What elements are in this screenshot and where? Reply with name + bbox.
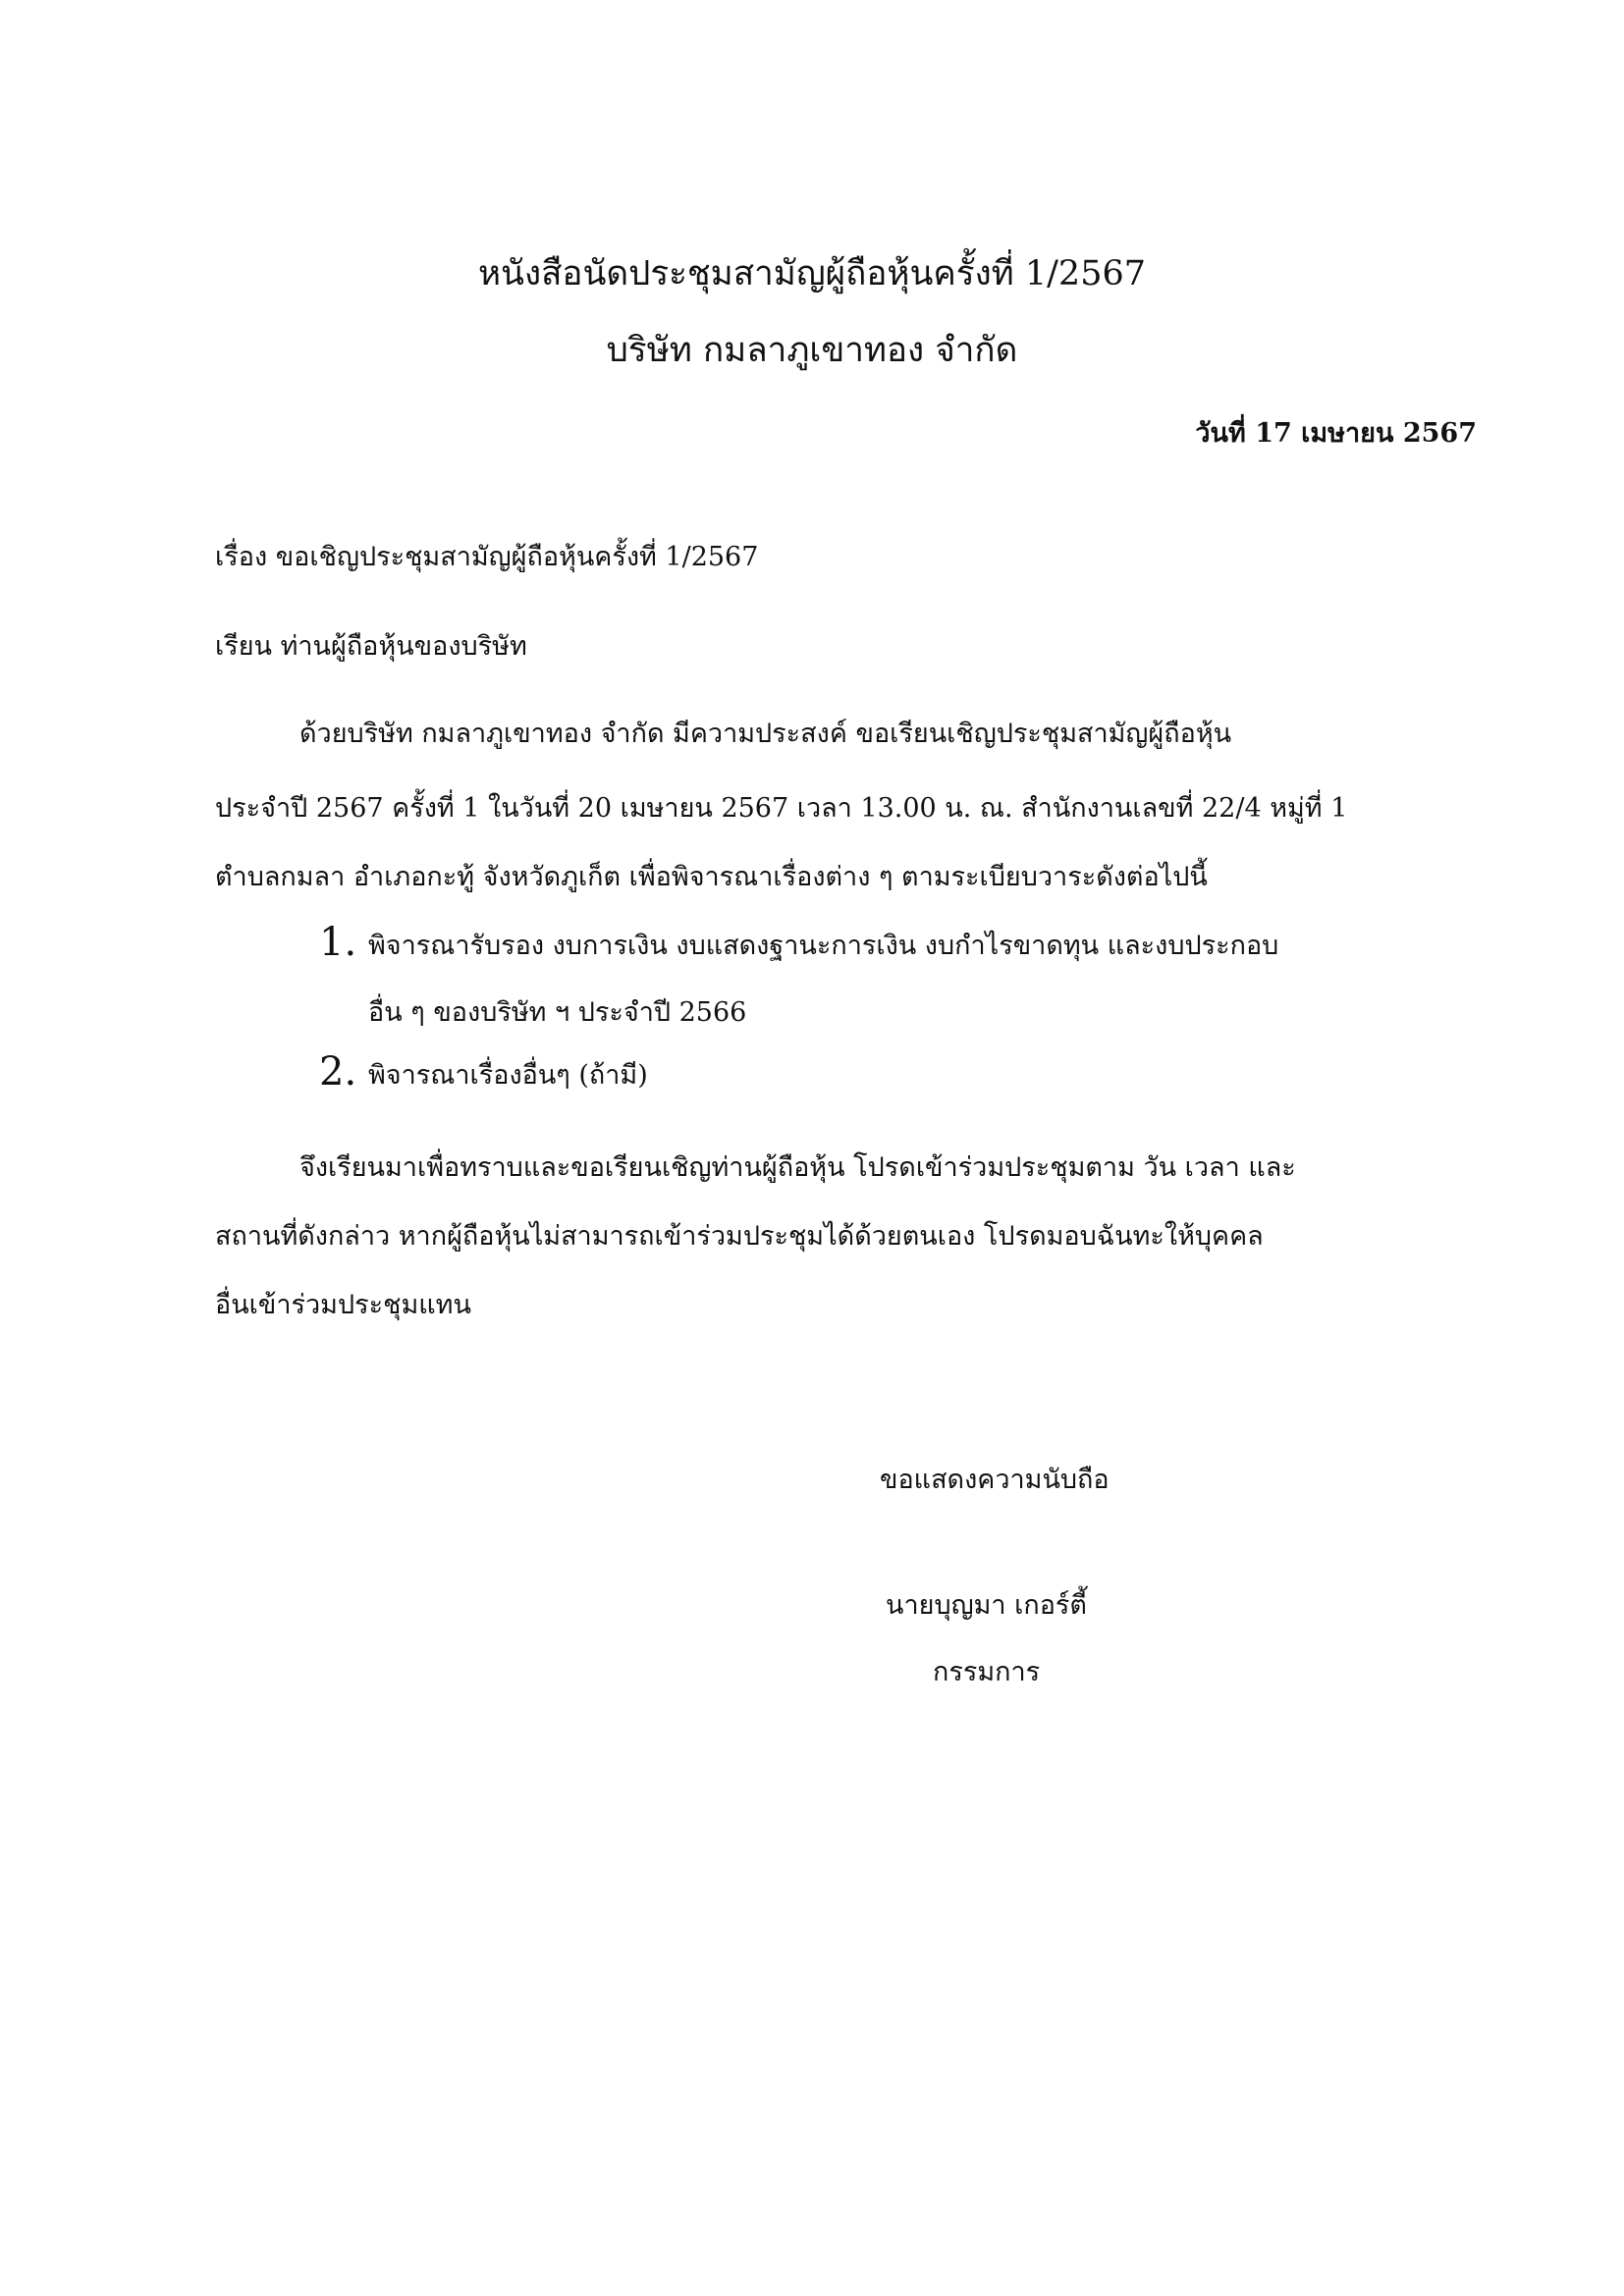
agenda-item-1-number: 1. [319, 920, 357, 965]
agenda-item-1-line1: พิจารณารับรอง งบการเงิน งบแสดงฐานะการเงิน งบกำไรขาดทุน และงบประกอบ [368, 931, 1279, 961]
agenda-item-2-number: 2. [319, 1049, 357, 1095]
paragraph1-line3: ตำบลกมลา อำเภอกะทู้ จังหวัดภูเก็ต เพื่อพิจารณาเรื่องต่าง ๆ ตามระเบียบวาระดังต่อไปนี้ [215, 862, 1208, 892]
closing-salutation: ขอแสดงความนับถือ [880, 1465, 1110, 1495]
subject-line: เรื่อง ขอเชิญประชุมสามัญผู้ถือหุ้นครั้งที่ 1/2567 [215, 542, 759, 572]
paragraph2-line3: อื่นเข้าร่วมประชุมแทน [215, 1290, 471, 1320]
signatory-position: กรรมการ [933, 1657, 1041, 1687]
document-date: วันที่ 17 เมษายน 2567 [1195, 418, 1477, 449]
signatory-name: นายบุญมา เกอร์ตี้ [886, 1590, 1087, 1621]
paragraph1-line2: ประจำปี 2567 ครั้งที่ 1 ในวันที่ 20 เมษายน 2567 เวลา 13.00 น. ณ. สำนักงานเลขที่ 22/4 หมู่ที่ 1 [215, 793, 1348, 824]
recipient-line: เรียน ท่านผู้ถือหุ้นของบริษัท [215, 631, 527, 662]
paragraph2-line1: จึงเรียนมาเพื่อทราบและขอเรียนเชิญท่านผู้ถือหุ้น โปรดเข้าร่วมประชุมตาม วัน เวลา และ [299, 1152, 1296, 1183]
agenda-item-2-line1: พิจารณาเรื่องอื่นๆ (ถ้ามี) [368, 1060, 648, 1091]
company-name: บริษัท กมลาภูเขาทอง จำกัด [606, 331, 1018, 370]
agenda-item-1-line2: อื่น ๆ ของบริษัท ฯ ประจำปี 2566 [368, 997, 747, 1028]
paragraph2-line2: สถานที่ดังกล่าว หากผู้ถือหุ้นไม่สามารถเข้าร่วมประชุมได้ด้วยตนเอง โปรดมอบฉันทะให้บุคคล [215, 1221, 1264, 1252]
paragraph1-line1: ด้วยบริษัท กมลาภูเขาทอง จำกัด มีความประสงค์ ขอเรียนเชิญประชุมสามัญผู้ถือหุ้น [299, 719, 1232, 749]
document-title: หนังสือนัดประชุมสามัญผู้ถือหุ้นครั้งที่ 1/2567 [477, 254, 1147, 294]
